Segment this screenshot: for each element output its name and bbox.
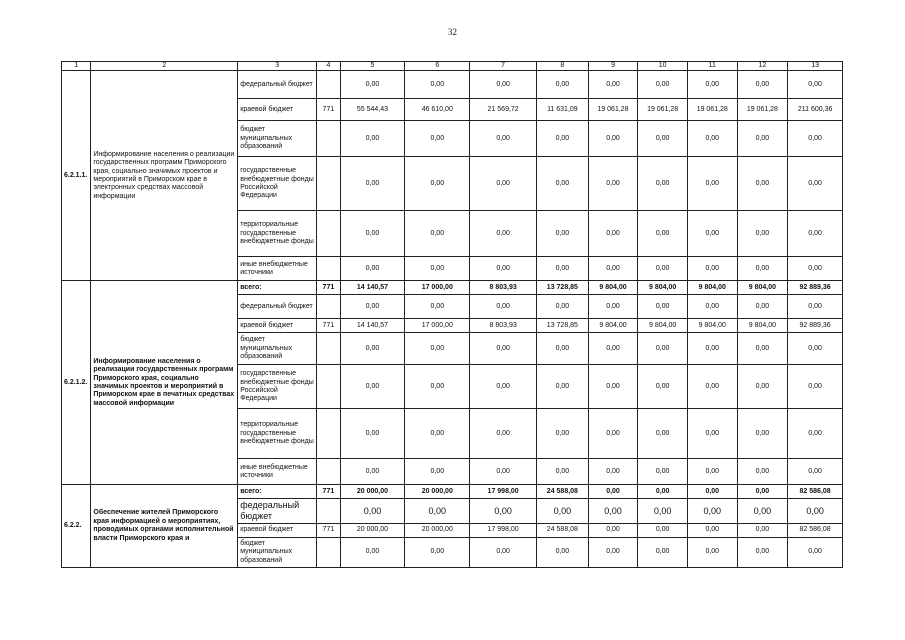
grbs-code (317, 157, 340, 211)
amount-cell: 0,00 (537, 537, 589, 567)
amount-cell: 0,00 (588, 537, 638, 567)
amount-cell: 9 804,00 (737, 319, 788, 333)
amount-cell: 0,00 (470, 409, 537, 459)
amount-cell: 0,00 (588, 523, 638, 537)
amount-cell: 0,00 (405, 257, 470, 281)
amount-cell: 0,00 (737, 121, 788, 157)
amount-cell: 0,00 (737, 71, 788, 99)
amount-cell: 55 544,43 (340, 99, 405, 121)
amount-cell: 0,00 (687, 459, 737, 485)
amount-cell: 0,00 (737, 499, 788, 524)
funding-source: государственные внебюджетные фонды Российской Федерации (238, 157, 317, 211)
column-number: 10 (638, 62, 688, 71)
amount-cell: 0,00 (340, 409, 405, 459)
grbs-code (317, 409, 340, 459)
amount-cell: 0,00 (340, 333, 405, 365)
amount-cell: 0,00 (687, 257, 737, 281)
amount-cell: 0,00 (737, 537, 788, 567)
funding-source: бюджет муниципальных образований (238, 537, 317, 567)
column-number: 5 (340, 62, 405, 71)
amount-cell: 9 804,00 (687, 319, 737, 333)
amount-cell: 0,00 (687, 121, 737, 157)
funding-source: государственные внебюджетные фонды Российской Федерации (238, 365, 317, 409)
table-row (62, 281, 843, 295)
amount-cell: 0,00 (788, 121, 843, 157)
amount-cell: 0,00 (687, 211, 737, 257)
amount-cell: 0,00 (687, 157, 737, 211)
amount-cell: 0,00 (638, 71, 688, 99)
amount-cell: 8 803,93 (470, 281, 537, 295)
grbs-code: 771 (317, 523, 340, 537)
amount-cell: 0,00 (737, 295, 788, 319)
amount-cell: 0,00 (788, 499, 843, 524)
amount-cell: 0,00 (687, 71, 737, 99)
amount-cell: 0,00 (687, 523, 737, 537)
amount-cell: 0,00 (788, 365, 843, 409)
funding-source: федеральный бюджет (238, 71, 317, 99)
amount-cell: 0,00 (537, 295, 589, 319)
budget-table (61, 61, 843, 568)
amount-cell: 0,00 (788, 459, 843, 485)
amount-cell: 0,00 (737, 211, 788, 257)
amount-cell: 0,00 (405, 459, 470, 485)
grbs-code (317, 333, 340, 365)
funding-source: краевой бюджет (238, 523, 317, 537)
amount-cell: 0,00 (638, 537, 688, 567)
column-number: 13 (788, 62, 843, 71)
amount-cell: 17 998,00 (470, 523, 537, 537)
amount-cell: 211 600,36 (788, 99, 843, 121)
grbs-code (317, 499, 340, 524)
amount-cell: 0,00 (638, 295, 688, 319)
grbs-code (317, 211, 340, 257)
amount-cell: 9 804,00 (737, 281, 788, 295)
amount-cell: 0,00 (687, 409, 737, 459)
funding-source: бюджет муниципальных образований (238, 333, 317, 365)
funding-source: всего: (238, 281, 317, 295)
amount-cell: 0,00 (470, 537, 537, 567)
amount-cell: 0,00 (588, 121, 638, 157)
amount-cell: 13 728,85 (537, 319, 589, 333)
item-code: 6.2.1.2. (62, 281, 91, 485)
amount-cell: 0,00 (737, 365, 788, 409)
column-number: 9 (588, 62, 638, 71)
table-row (62, 71, 843, 99)
amount-cell: 0,00 (638, 211, 688, 257)
amount-cell: 0,00 (687, 537, 737, 567)
amount-cell: 0,00 (537, 257, 589, 281)
amount-cell: 9 804,00 (687, 281, 737, 295)
amount-cell: 20 000,00 (340, 523, 405, 537)
amount-cell: 0,00 (405, 121, 470, 157)
amount-cell: 0,00 (405, 499, 470, 524)
amount-cell: 0,00 (788, 333, 843, 365)
amount-cell: 0,00 (340, 365, 405, 409)
amount-cell: 0,00 (687, 295, 737, 319)
amount-cell: 0,00 (737, 157, 788, 211)
amount-cell: 13 728,85 (537, 281, 589, 295)
amount-cell: 20 000,00 (340, 485, 405, 499)
amount-cell: 0,00 (470, 157, 537, 211)
amount-cell: 0,00 (687, 333, 737, 365)
funding-source: всего: (238, 485, 317, 499)
amount-cell: 0,00 (638, 409, 688, 459)
grbs-code (317, 537, 340, 567)
amount-cell: 0,00 (470, 121, 537, 157)
amount-cell: 19 061,28 (638, 99, 688, 121)
amount-cell: 46 610,00 (405, 99, 470, 121)
amount-cell: 17 998,00 (470, 485, 537, 499)
amount-cell: 0,00 (537, 499, 589, 524)
amount-cell: 82 586,08 (788, 523, 843, 537)
amount-cell: 14 140,57 (340, 319, 405, 333)
grbs-code: 771 (317, 319, 340, 333)
column-number: 6 (405, 62, 470, 71)
amount-cell: 0,00 (638, 485, 688, 499)
amount-cell: 0,00 (470, 333, 537, 365)
funding-source: иные внебюджетные источники (238, 459, 317, 485)
amount-cell: 0,00 (537, 211, 589, 257)
grbs-code (317, 121, 340, 157)
amount-cell: 0,00 (737, 523, 788, 537)
amount-cell: 0,00 (588, 157, 638, 211)
amount-cell: 0,00 (788, 157, 843, 211)
amount-cell: 0,00 (470, 211, 537, 257)
amount-cell: 19 061,28 (737, 99, 788, 121)
amount-cell: 82 586,08 (788, 485, 843, 499)
amount-cell: 14 140,57 (340, 281, 405, 295)
amount-cell: 0,00 (405, 295, 470, 319)
amount-cell: 0,00 (788, 211, 843, 257)
amount-cell: 0,00 (588, 459, 638, 485)
amount-cell: 19 061,28 (687, 99, 737, 121)
grbs-code (317, 257, 340, 281)
amount-cell: 0,00 (405, 211, 470, 257)
amount-cell: 0,00 (638, 365, 688, 409)
amount-cell: 0,00 (588, 409, 638, 459)
amount-cell: 0,00 (588, 333, 638, 365)
amount-cell: 24 588,08 (537, 485, 589, 499)
amount-cell: 0,00 (537, 121, 589, 157)
amount-cell: 17 000,00 (405, 319, 470, 333)
grbs-code (317, 365, 340, 409)
amount-cell: 0,00 (340, 157, 405, 211)
amount-cell: 17 000,00 (405, 281, 470, 295)
amount-cell: 0,00 (588, 295, 638, 319)
funding-source: краевой бюджет (238, 99, 317, 121)
item-code: 6.2.2. (62, 485, 91, 568)
amount-cell: 0,00 (340, 71, 405, 99)
amount-cell: 8 803,93 (470, 319, 537, 333)
amount-cell: 0,00 (788, 409, 843, 459)
amount-cell: 92 889,36 (788, 281, 843, 295)
amount-cell: 0,00 (638, 499, 688, 524)
amount-cell: 0,00 (340, 499, 405, 524)
table-row (62, 485, 843, 499)
amount-cell: 11 631,09 (537, 99, 589, 121)
column-number: 1 (62, 62, 91, 71)
amount-cell: 92 889,36 (788, 319, 843, 333)
amount-cell: 0,00 (737, 459, 788, 485)
amount-cell: 0,00 (537, 365, 589, 409)
amount-cell: 0,00 (788, 537, 843, 567)
funding-source: иные внебюджетные источники (238, 257, 317, 281)
amount-cell: 0,00 (638, 459, 688, 485)
grbs-code (317, 459, 340, 485)
amount-cell: 0,00 (537, 157, 589, 211)
grbs-code (317, 71, 340, 99)
funding-source: территориальные государственные внебюджетные фонды (238, 409, 317, 459)
amount-cell: 20 000,00 (405, 485, 470, 499)
amount-cell: 0,00 (470, 459, 537, 485)
amount-cell: 0,00 (687, 365, 737, 409)
amount-cell: 0,00 (340, 537, 405, 567)
amount-cell: 0,00 (405, 71, 470, 99)
header-row (62, 62, 843, 71)
funding-source: бюджет муниципальных образований (238, 121, 317, 157)
page-number: 32 (448, 27, 457, 37)
amount-cell: 0,00 (638, 257, 688, 281)
amount-cell: 0,00 (470, 295, 537, 319)
item-description: Информирование населения о реализации государственных программ Приморского края, социально значимых проектов и мероприятий в Приморском крае в электронных средствах массовой информации (91, 71, 238, 281)
amount-cell: 0,00 (405, 157, 470, 211)
amount-cell: 0,00 (788, 71, 843, 99)
amount-cell: 19 061,28 (588, 99, 638, 121)
column-number: 4 (317, 62, 340, 71)
amount-cell: 0,00 (737, 333, 788, 365)
grbs-code (317, 295, 340, 319)
column-number: 2 (91, 62, 238, 71)
amount-cell: 0,00 (588, 365, 638, 409)
amount-cell: 0,00 (687, 499, 737, 524)
amount-cell: 0,00 (638, 121, 688, 157)
column-number: 8 (537, 62, 589, 71)
amount-cell: 0,00 (340, 121, 405, 157)
amount-cell: 0,00 (470, 71, 537, 99)
amount-cell: 9 804,00 (588, 281, 638, 295)
amount-cell: 0,00 (340, 257, 405, 281)
amount-cell: 9 804,00 (638, 281, 688, 295)
column-number: 3 (238, 62, 317, 71)
amount-cell: 0,00 (470, 365, 537, 409)
amount-cell: 0,00 (788, 257, 843, 281)
column-number: 11 (687, 62, 737, 71)
amount-cell: 24 588,08 (537, 523, 589, 537)
amount-cell: 0,00 (687, 485, 737, 499)
funding-source: федеральный бюджет (238, 295, 317, 319)
amount-cell: 0,00 (588, 485, 638, 499)
grbs-code: 771 (317, 281, 340, 295)
amount-cell: 0,00 (588, 71, 638, 99)
amount-cell: 0,00 (537, 71, 589, 99)
amount-cell: 0,00 (537, 459, 589, 485)
amount-cell: 0,00 (340, 211, 405, 257)
funding-source: федеральный бюджет (238, 499, 317, 524)
amount-cell: 0,00 (788, 295, 843, 319)
amount-cell: 0,00 (737, 409, 788, 459)
amount-cell: 0,00 (638, 157, 688, 211)
amount-cell: 0,00 (405, 409, 470, 459)
amount-cell: 9 804,00 (588, 319, 638, 333)
amount-cell: 0,00 (340, 459, 405, 485)
item-description: Информирование населения о реализации государственных программ Приморского края, социально значимых проектов и мероприятий в Приморском крае в печатных средствах массовой информации (91, 281, 238, 485)
amount-cell: 20 000,00 (405, 523, 470, 537)
grbs-code: 771 (317, 99, 340, 121)
amount-cell: 0,00 (737, 257, 788, 281)
funding-source: территориальные государственные внебюджетные фонды (238, 211, 317, 257)
column-number: 7 (470, 62, 537, 71)
amount-cell: 9 804,00 (638, 319, 688, 333)
item-code: 6.2.1.1. (62, 71, 91, 281)
amount-cell: 0,00 (405, 333, 470, 365)
funding-source: краевой бюджет (238, 319, 317, 333)
amount-cell: 0,00 (737, 485, 788, 499)
item-description: Обеспечение жителей Приморского края информацией о мероприятиях, проводимых органами исполнительной власти Приморского края и (91, 485, 238, 568)
amount-cell: 0,00 (588, 499, 638, 524)
amount-cell: 0,00 (405, 365, 470, 409)
grbs-code: 771 (317, 485, 340, 499)
amount-cell: 0,00 (470, 257, 537, 281)
amount-cell: 0,00 (588, 211, 638, 257)
amount-cell: 21 569,72 (470, 99, 537, 121)
amount-cell: 0,00 (588, 257, 638, 281)
column-number: 12 (737, 62, 788, 71)
amount-cell: 0,00 (638, 333, 688, 365)
amount-cell: 0,00 (537, 409, 589, 459)
amount-cell: 0,00 (638, 523, 688, 537)
amount-cell: 0,00 (537, 333, 589, 365)
amount-cell: 0,00 (405, 537, 470, 567)
amount-cell: 0,00 (470, 499, 537, 524)
amount-cell: 0,00 (340, 295, 405, 319)
